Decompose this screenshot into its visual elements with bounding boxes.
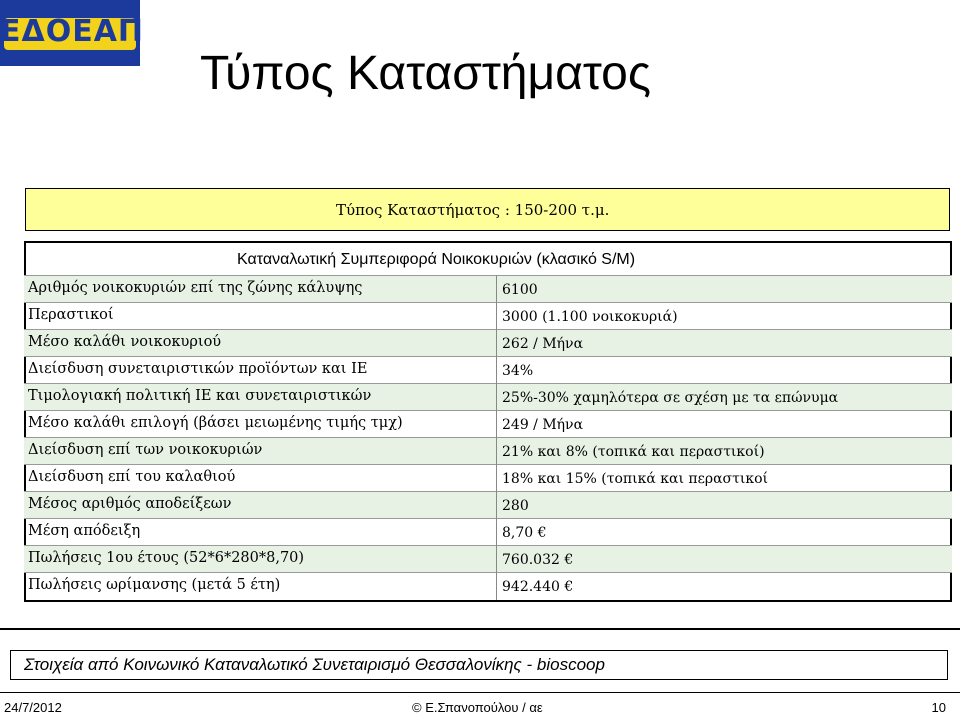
divider-line [0,628,960,630]
table-row [24,518,952,545]
row-label: Πωλήσεις ωρίμανσης (μετά 5 έτη) [28,577,281,593]
row-label: Διείσδυση επί των νοικοκυριών [28,442,263,458]
row-value: 18% και 15% (τοπικά και περαστικοί [502,471,768,487]
table-row [24,410,952,437]
table-row [24,572,952,600]
row-label: Πωλήσεις 1ου έτους (52*6*280*8,70) [28,550,305,566]
table-row [24,464,952,491]
row-value: 21% και 8% (τοπικά και περαστικοί) [502,444,765,460]
table-row [24,302,952,329]
table-row [24,329,952,356]
row-label: Μέσο καλάθι νοικοκυριού [28,334,222,350]
page-number: 10 [931,700,946,715]
page-title: Τύπος Καταστήματος [200,47,652,100]
row-label: Αριθμός νοικοκυριών επί της ζώνης κάλυψης [28,280,363,296]
footer-line [0,692,960,693]
row-label: Περαστικοί [28,307,114,323]
row-value: 3000 (1.100 νοικοκυριά) [502,309,678,325]
row-label: Διείσδυση συνεταιριστικών προϊόντων και ΙΕ [28,361,368,377]
row-label: Μέση απόδειξη [28,523,141,539]
source-note: Στοιχεία από Κοινωνικό Καταναλωτικό Συνεταιρισμό Θεσσαλονίκης - bioscoop [24,655,605,674]
footer-author: © Ε.Σπανοπούλου / αε [412,700,543,715]
row-label: Διείσδυση επί του καλαθιού [28,469,236,485]
table-row [24,383,952,410]
row-value: 280 [502,498,529,514]
table-row [24,356,952,383]
row-value: 262 / Μήνα [502,336,584,352]
table-row [24,491,952,518]
table-row [24,545,952,572]
logo-text: ΕΔΟΕΑΠ [0,14,145,49]
table-column-divider [496,275,497,600]
row-value: 8,70 € [502,525,547,541]
row-label: Τιμολογιακή πολιτική ΙΕ και συνεταιριστικών [28,388,372,404]
row-value: 942.440 € [502,579,574,595]
store-type-label: Τύπος Καταστήματος : 150-200 τ.μ. [336,201,610,219]
row-value: 25%-30% χαμηλότερα σε σχέση με τα επώνυμα [502,390,839,406]
footer-date: 24/7/2012 [4,700,62,715]
table-row [24,275,952,302]
row-value: 249 / Μήνα [502,417,584,433]
table-heading: Καταναλωτική Συμπεριφορά Νοικοκυριών (κλασικό S/M) [237,251,636,268]
row-label: Μέσος αριθμός αποδείξεων [28,496,232,512]
row-label: Μέσο καλάθι επιλογή (βάσει μειωμένης τιμής τμχ) [28,415,403,431]
table-row [24,437,952,464]
row-value: 760.032 € [502,552,574,568]
row-value: 6100 [502,282,538,298]
edoeap-logo [0,0,145,66]
row-value: 34% [502,363,534,379]
